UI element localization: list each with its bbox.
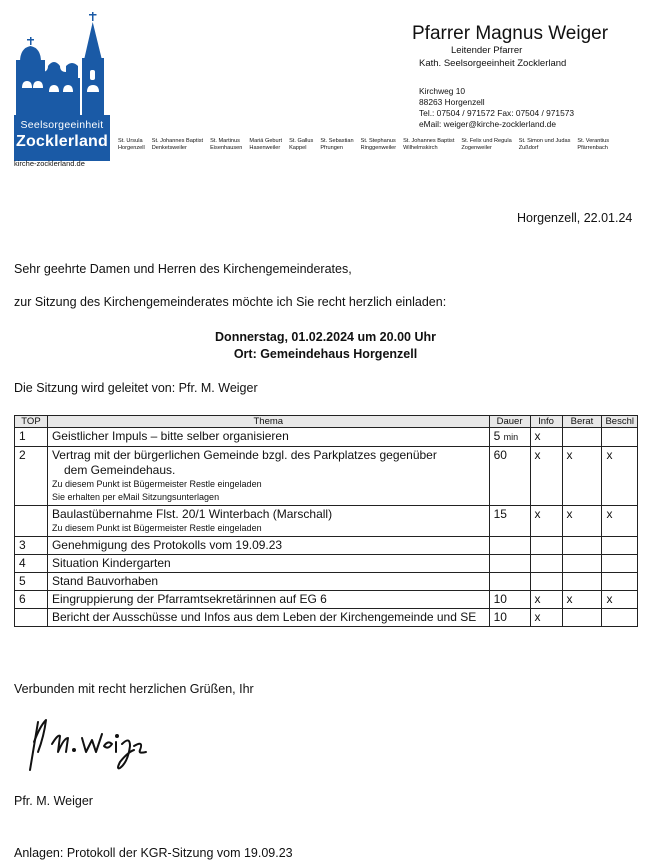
- decide-mark: x: [602, 447, 638, 506]
- advise-mark: x: [562, 447, 602, 506]
- duration-cell: 60: [489, 447, 530, 506]
- parish-item: Mariä Geburt Hasenweiler: [249, 138, 283, 151]
- header-topic: Thema: [47, 416, 489, 428]
- parish-item: St. Martinus Eisenhausen: [210, 138, 243, 151]
- signature-name: Pfr. M. Weiger: [14, 794, 93, 808]
- parish-item: St. Ursula Horgenzell: [118, 138, 145, 151]
- info-mark: [530, 537, 562, 555]
- top-number: [15, 506, 48, 537]
- table-row: [15, 555, 638, 573]
- parish-item: St. Verantius Pfärrenbach: [577, 138, 610, 151]
- topic-cell: [47, 591, 489, 609]
- table-row: [15, 447, 638, 506]
- topic-note: Zu diesem Punkt ist Bügermeister Restle eingeladen: [51, 523, 262, 533]
- chair-text: Die Sitzung wird geleitet von: Pfr. M. Weiger: [14, 381, 258, 395]
- topic-text: Vertrag mit der bürgerlichen Gemeinde bzgl. des Parkplatzes gegenüber: [51, 448, 437, 462]
- handwritten-signature: [24, 712, 154, 774]
- topic-text: Eingruppierung der Pfarramtsekretärinnen auf EG 6: [51, 592, 327, 606]
- header-advise: Berat: [562, 416, 602, 428]
- duration-cell: 10: [489, 591, 530, 609]
- table-row: [15, 428, 638, 447]
- header-duration: Dauer: [489, 416, 530, 428]
- parish-item: St. Sebastian Pfrungen: [320, 138, 354, 151]
- info-mark: x: [530, 506, 562, 537]
- info-mark: x: [530, 447, 562, 506]
- decide-mark: [602, 555, 638, 573]
- agenda-header-row: [15, 416, 638, 428]
- topic-cell: [47, 537, 489, 555]
- church-silhouette-icon: [14, 10, 110, 116]
- decide-mark: x: [602, 591, 638, 609]
- info-mark: x: [530, 609, 562, 627]
- sender-phone: Tel.: 07504 / 971572 Fax: 07504 / 971573: [419, 108, 575, 118]
- parish-item: St. Johannes Baptist Wilhelmskirch: [403, 138, 455, 151]
- parish-item: St. Simon und Judas Zußdorf: [518, 138, 571, 151]
- decide-mark: [602, 609, 638, 627]
- advise-mark: x: [562, 591, 602, 609]
- sender-city: 88263 Horgenzell: [419, 97, 485, 107]
- parish-item: St. Gallus Kappel: [289, 138, 314, 151]
- sender-street: Kirchweg 10: [419, 86, 466, 96]
- sender-address: [419, 86, 574, 130]
- duration-cell: [489, 573, 530, 591]
- duration-cell: 5 min: [489, 428, 530, 447]
- decide-mark: [602, 428, 638, 447]
- topic-text-continued: dem Gemeindehaus.: [63, 463, 176, 477]
- top-number: 5: [15, 573, 48, 591]
- top-number: 4: [15, 555, 48, 573]
- topic-cell: [47, 555, 489, 573]
- topic-note: Zu diesem Punkt ist Bügermeister Restle eingeladen: [51, 479, 262, 489]
- top-number: 2: [15, 447, 48, 506]
- topic-text: Bericht der Ausschüsse und Infos aus dem Leben der Kirchengemeinde und SE: [51, 610, 477, 624]
- table-row: [15, 609, 638, 627]
- salutation: Sehr geehrte Damen und Herren des Kirchengemeinderates,: [14, 262, 352, 276]
- sender-role: Leitender Pfarrer: [451, 45, 523, 56]
- info-mark: [530, 555, 562, 573]
- parish-item: St. Johannes Baptist Denketsweiler: [151, 138, 204, 151]
- duration-cell: 15: [489, 506, 530, 537]
- parish-list: [118, 138, 638, 151]
- advise-mark: [562, 537, 602, 555]
- sender-email: eMail: weiger@kirche-zocklerland.de: [419, 119, 556, 129]
- letter-date: Horgenzell, 22.01.24: [517, 211, 633, 225]
- table-row: [15, 537, 638, 555]
- topic-cell: [47, 428, 489, 447]
- decide-mark: [602, 573, 638, 591]
- duration-cell: [489, 555, 530, 573]
- topic-text: Baulastübernahme Flst. 20/1 Winterbach (Marschall): [51, 507, 333, 521]
- logo-text-line1: Seelsorgeeinheit: [20, 119, 104, 131]
- topic-note: Sie erhalten per eMail Sitzungsunterlagen: [51, 492, 220, 502]
- topic-cell: [47, 447, 489, 506]
- meeting-place: Ort: Gemeindehaus Horgenzell: [233, 347, 418, 361]
- top-number: 3: [15, 537, 48, 555]
- logo-website: kirche-zocklerland.de: [14, 159, 85, 168]
- advise-mark: [562, 428, 602, 447]
- closing-text: Verbunden mit recht herzlichen Grüßen, Ihr: [14, 682, 254, 696]
- duration-cell: [489, 537, 530, 555]
- advise-mark: x: [562, 506, 602, 537]
- decide-mark: [602, 537, 638, 555]
- duration-unit: min: [503, 432, 519, 442]
- intro-text: zur Sitzung des Kirchengemeinderates möchte ich Sie recht herzlich einladen:: [14, 295, 447, 309]
- meeting-date: Donnerstag, 01.02.2024 um 20.00 Uhr: [215, 330, 436, 344]
- agenda-table: [14, 415, 638, 627]
- church-logo: [14, 10, 110, 160]
- logo-text-line2: Zocklerland: [15, 133, 108, 150]
- advise-mark: [562, 609, 602, 627]
- topic-text: Genehmigung des Protokolls vom 19.09.23: [51, 538, 283, 552]
- parish-item: St. Felix und Regula Zogenweiler: [461, 138, 512, 151]
- parish-item: St. Stephanus Ringgenweiler: [360, 138, 397, 151]
- topic-text: Situation Kindergarten: [51, 556, 171, 570]
- topic-cell: [47, 506, 489, 537]
- info-mark: x: [530, 428, 562, 447]
- top-number: 6: [15, 591, 48, 609]
- header-info: Info: [530, 416, 562, 428]
- topic-cell: [47, 609, 489, 627]
- info-mark: [530, 573, 562, 591]
- header-top: TOP: [15, 416, 48, 428]
- top-number: [15, 609, 48, 627]
- top-number: 1: [15, 428, 48, 447]
- info-mark: x: [530, 591, 562, 609]
- advise-mark: [562, 555, 602, 573]
- table-row: [15, 506, 638, 537]
- topic-text: Stand Bauvorhaben: [51, 574, 159, 588]
- advise-mark: [562, 573, 602, 591]
- sender-name: Pfarrer Magnus Weiger: [412, 23, 609, 44]
- decide-mark: x: [602, 506, 638, 537]
- sender-unit: Kath. Seelsorgeeinheit Zocklerland: [419, 58, 567, 69]
- duration-cell: 10: [489, 609, 530, 627]
- table-row: [15, 573, 638, 591]
- attachments-text: Anlagen: Protokoll der KGR-Sitzung vom 19.09.23: [14, 846, 293, 860]
- topic-text: Geistlicher Impuls – bitte selber organisieren: [51, 429, 289, 443]
- topic-cell: [47, 573, 489, 591]
- table-row: [15, 591, 638, 609]
- header-decide: Beschl: [602, 416, 638, 428]
